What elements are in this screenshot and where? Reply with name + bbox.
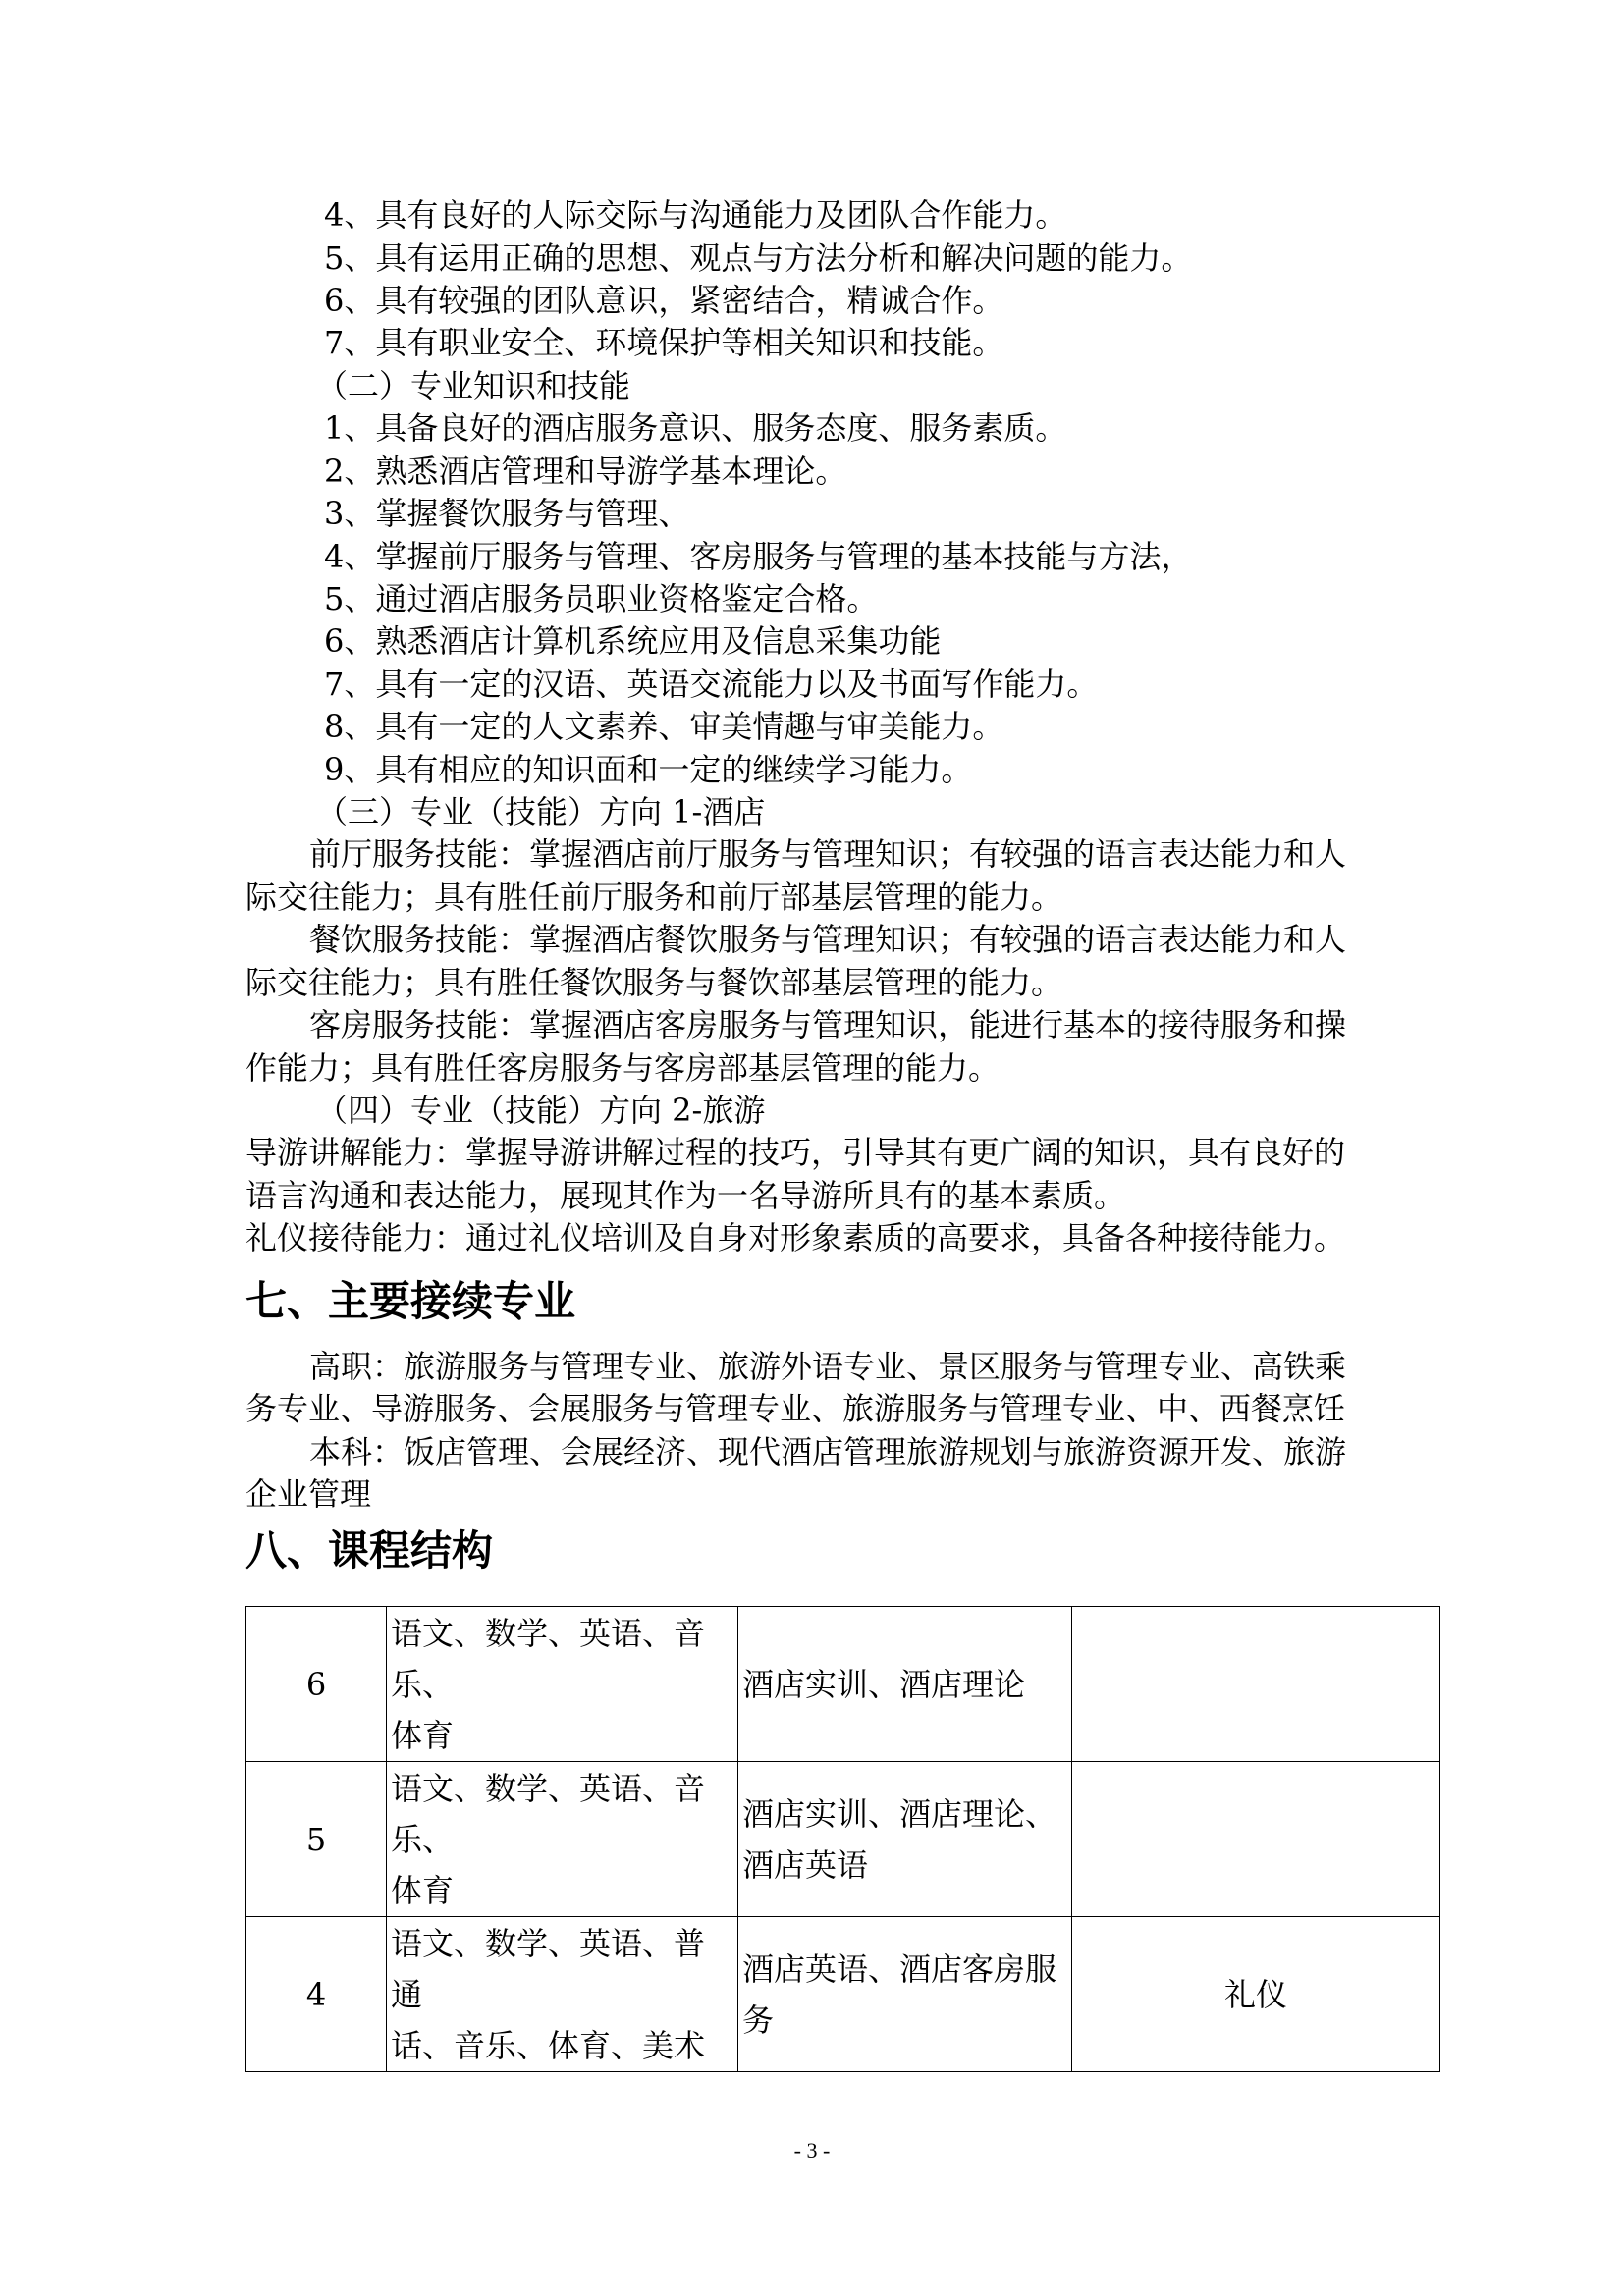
text-line: 6、熟悉酒店计算机系统应用及信息采集功能: [324, 622, 942, 660]
subheading: （四）专业（技能）方向 2-旅游: [316, 1092, 766, 1129]
text-line: 2、熟悉酒店管理和导游学基本理论。: [324, 453, 847, 490]
text-line: 1、具备良好的酒店服务意识、服务态度、服务素质。: [324, 409, 1067, 447]
text-line: 高职：旅游服务与管理专业、旅游外语专业、景区服务与管理专业、高铁乘: [309, 1348, 1347, 1385]
cell-line: 酒店英语、酒店客房服: [742, 1949, 1057, 1988]
text-line: 6、具有较强的团队意识，紧密结合，精诚合作。: [324, 282, 1004, 319]
text-line: 8、具有一定的人文素养、审美情趣与审美能力。: [324, 708, 1004, 745]
table-cell: 4: [246, 1917, 387, 2072]
text-line: 语言沟通和表达能力，展现其作为一名导游所具有的基本素质。: [245, 1177, 1126, 1214]
section-heading: 八、课程结构: [245, 1526, 494, 1575]
table-row: [246, 1762, 1440, 1917]
cell-line: 语文、数学、英语、音乐、: [391, 1769, 706, 1858]
text-line: 5、具有运用正确的思想、观点与方法分析和解决问题的能力。: [324, 240, 1193, 277]
text-line: 礼仪接待能力：通过礼仪培训及自身对形象素质的高要求，具备各种接待能力。: [245, 1219, 1346, 1256]
cell-line: 语文、数学、英语、普通: [391, 1924, 706, 2013]
table-cell: [387, 1762, 738, 1917]
text-line: 餐饮服务技能：掌握酒店餐饮服务与管理知识；有较强的语言表达能力和人: [309, 921, 1347, 958]
subheading: （二）专业知识和技能: [316, 367, 631, 404]
text-line: 9、具有相应的知识面和一定的继续学习能力。: [324, 751, 973, 788]
text-line: 企业管理: [245, 1475, 372, 1513]
table-cell: 礼仪: [1072, 1917, 1440, 2072]
text-line: 本科：饭店管理、会展经济、现代酒店管理旅游规划与旅游资源开发、旅游: [309, 1433, 1347, 1470]
text-line: 作能力；具有胜任客房服务与客房部基层管理的能力。: [245, 1049, 1001, 1087]
table-cell: [387, 1917, 738, 2072]
subheading: （三）专业（技能）方向 1-酒店: [316, 793, 766, 830]
text-line: 客房服务技能：掌握酒店客房服务与管理知识，能进行基本的接待服务和操: [309, 1006, 1347, 1043]
course-structure-table: [245, 1606, 1440, 2072]
table-cell: [387, 1607, 738, 1762]
cell-line: 酒店英语: [742, 1845, 869, 1884]
text-line: 7、具有一定的汉语、英语交流能力以及书面写作能力。: [324, 666, 1099, 703]
table-row: [246, 1607, 1440, 1762]
cell-line: 体育: [391, 1716, 455, 1754]
text-line: 前厅服务技能：掌握酒店前厅服务与管理知识；有较强的语言表达能力和人: [309, 835, 1347, 873]
text-line: 务专业、导游服务、会展服务与管理专业、旅游服务与管理专业、中、西餐烹饪: [245, 1390, 1346, 1427]
table-cell: [738, 1607, 1072, 1762]
cell-line: 体育: [391, 1871, 455, 1909]
table-cell: 5: [246, 1762, 387, 1917]
cell-line: 务: [742, 2001, 775, 2039]
cell-line: 语文、数学、英语、音乐、: [391, 1614, 706, 1703]
cell-line: 酒店实训、酒店理论、: [742, 1794, 1057, 1833]
cell-line: 话、音乐、体育、美术: [391, 2026, 706, 2064]
text-line: 3、掌握餐饮服务与管理、: [324, 495, 690, 532]
table-cell: [1072, 1762, 1440, 1917]
table-cell: [1072, 1607, 1440, 1762]
text-line: 导游讲解能力：掌握导游讲解过程的技巧，引导其有更广阔的知识，具有良好的: [245, 1134, 1346, 1171]
text-line: 7、具有职业安全、环境保护等相关知识和技能。: [324, 324, 1004, 361]
table-cell: 6: [246, 1607, 387, 1762]
text-line: 4、具有良好的人际交际与沟通能力及团队合作能力。: [324, 196, 1067, 234]
table-cell: [738, 1762, 1072, 1917]
cell-line: 酒店实训、酒店理论: [742, 1665, 1026, 1703]
section-heading: 七、主要接续专业: [245, 1277, 576, 1325]
text-line: 际交往能力；具有胜任餐饮服务与餐饮部基层管理的能力。: [245, 964, 1063, 1001]
text-line: 5、通过酒店服务员职业资格鉴定合格。: [324, 580, 879, 617]
page-number: - 3 -: [793, 2138, 831, 2163]
table-cell: [738, 1917, 1072, 2072]
text-line: 4、掌握前厅服务与管理、客房服务与管理的基本技能与方法，: [324, 538, 1193, 575]
text-line: 际交往能力；具有胜任前厅服务和前厅部基层管理的能力。: [245, 879, 1063, 916]
table-row: [246, 1917, 1440, 2072]
